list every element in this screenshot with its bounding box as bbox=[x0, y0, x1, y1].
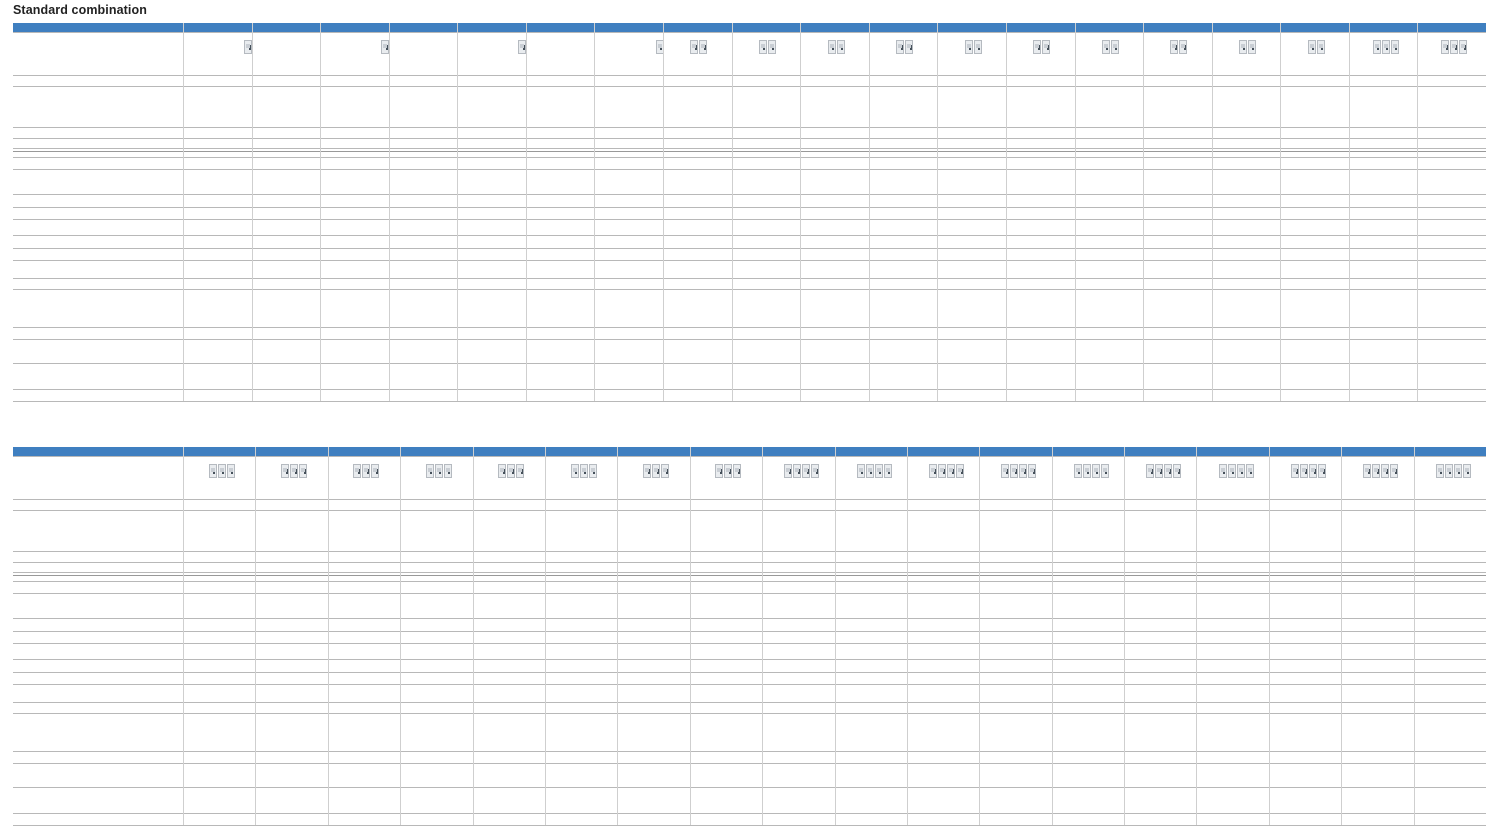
unit-module-icon bbox=[435, 464, 443, 478]
unit-module-icon bbox=[1445, 464, 1453, 478]
unit-module-icon bbox=[857, 464, 865, 478]
unit-module-icon bbox=[1219, 464, 1227, 478]
row-divider bbox=[13, 339, 1486, 340]
unit-module-icon bbox=[444, 464, 452, 478]
unit-module-icon bbox=[759, 40, 767, 54]
section-separator bbox=[13, 575, 1486, 576]
row-divider bbox=[13, 235, 1486, 236]
unit-module-icon bbox=[371, 464, 379, 478]
column-divider bbox=[762, 447, 763, 825]
row-divider bbox=[13, 684, 1486, 685]
row-divider bbox=[13, 672, 1486, 673]
outdoor-unit-image bbox=[857, 464, 892, 478]
unit-module-icon bbox=[965, 40, 973, 54]
row-divider bbox=[13, 32, 1486, 33]
unit-module-icon bbox=[875, 464, 883, 478]
unit-module-icon bbox=[1248, 40, 1256, 54]
column-divider bbox=[473, 447, 474, 825]
column-divider bbox=[328, 447, 329, 825]
unit-module-icon bbox=[643, 464, 651, 478]
column-divider bbox=[1414, 447, 1415, 825]
unit-module-icon bbox=[1170, 40, 1178, 54]
unit-module-icon bbox=[661, 464, 669, 478]
column-divider bbox=[732, 23, 733, 401]
unit-module-icon bbox=[1237, 464, 1245, 478]
column-divider bbox=[255, 447, 256, 825]
outdoor-unit-image bbox=[1102, 40, 1119, 54]
column-divider bbox=[526, 23, 527, 401]
unit-module-icon bbox=[811, 464, 819, 478]
unit-module-icon bbox=[589, 464, 597, 478]
column-divider bbox=[800, 23, 801, 401]
column-divider bbox=[617, 447, 618, 825]
unit-module-icon bbox=[1164, 464, 1172, 478]
unit-module-icon bbox=[516, 464, 524, 478]
unit-module-icon bbox=[299, 464, 307, 478]
row-divider bbox=[13, 248, 1486, 249]
row-divider bbox=[13, 157, 1486, 158]
column-divider bbox=[907, 447, 908, 825]
outdoor-unit-image bbox=[426, 464, 452, 478]
unit-module-icon bbox=[715, 464, 723, 478]
row-divider bbox=[13, 260, 1486, 261]
row-divider bbox=[13, 278, 1486, 279]
column-divider bbox=[457, 23, 458, 401]
row-divider bbox=[13, 813, 1486, 814]
row-divider bbox=[13, 659, 1486, 660]
unit-module-icon bbox=[1391, 40, 1399, 54]
outdoor-unit-image bbox=[1373, 40, 1399, 54]
outdoor-unit-image bbox=[828, 40, 845, 54]
outdoor-unit-image bbox=[929, 464, 964, 478]
unit-module-icon bbox=[1042, 40, 1050, 54]
column-divider bbox=[183, 23, 184, 401]
outdoor-unit-image bbox=[1001, 464, 1036, 478]
column-divider bbox=[1212, 23, 1213, 401]
row-divider bbox=[13, 499, 1486, 500]
unit-module-icon bbox=[802, 464, 810, 478]
unit-module-icon bbox=[571, 464, 579, 478]
unit-module-icon bbox=[905, 40, 913, 54]
row-divider bbox=[13, 327, 1486, 328]
section-separator bbox=[13, 151, 1486, 152]
unit-module-icon bbox=[1454, 464, 1462, 478]
unit-module-icon bbox=[227, 464, 235, 478]
unit-module-icon bbox=[896, 40, 904, 54]
unit-module-icon bbox=[209, 464, 217, 478]
unit-module-icon bbox=[1228, 464, 1236, 478]
row-divider bbox=[13, 363, 1486, 364]
column-divider bbox=[835, 447, 836, 825]
unit-module-icon bbox=[1459, 40, 1467, 54]
row-divider bbox=[13, 86, 1486, 87]
unit-module-icon bbox=[1083, 464, 1091, 478]
unit-module-icon bbox=[837, 40, 845, 54]
unit-module-icon bbox=[426, 464, 434, 478]
unit-module-icon bbox=[1309, 464, 1317, 478]
unit-module-icon bbox=[690, 40, 698, 54]
row-divider bbox=[13, 289, 1486, 290]
column-divider bbox=[1280, 23, 1281, 401]
unit-module-icon bbox=[866, 464, 874, 478]
unit-module-icon bbox=[1372, 464, 1380, 478]
unit-module-icon bbox=[1092, 464, 1100, 478]
outdoor-unit-image bbox=[965, 40, 982, 54]
column-divider bbox=[1196, 447, 1197, 825]
unit-module-icon bbox=[1318, 464, 1326, 478]
unit-module-icon bbox=[699, 40, 707, 54]
unit-module-icon bbox=[733, 464, 741, 478]
unit-module-icon bbox=[1382, 40, 1390, 54]
unit-module-icon bbox=[1441, 40, 1449, 54]
page-title: Standard combination bbox=[13, 3, 147, 17]
outdoor-unit-image bbox=[498, 464, 524, 478]
outdoor-unit-image bbox=[1308, 40, 1325, 54]
column-divider bbox=[389, 23, 390, 401]
rating-capacity-header bbox=[13, 447, 1486, 456]
column-divider bbox=[937, 23, 938, 401]
row-divider bbox=[13, 713, 1486, 714]
column-divider bbox=[183, 447, 184, 825]
row-divider bbox=[13, 551, 1486, 552]
unit-module-icon bbox=[1028, 464, 1036, 478]
row-divider bbox=[13, 207, 1486, 208]
unit-module-icon bbox=[1102, 40, 1110, 54]
outdoor-unit-image bbox=[1219, 464, 1254, 478]
product-image-row bbox=[13, 456, 1486, 498]
outdoor-unit-image bbox=[643, 464, 669, 478]
column-divider bbox=[1341, 447, 1342, 825]
unit-module-icon bbox=[1146, 464, 1154, 478]
rating-capacity-header bbox=[13, 23, 1486, 32]
column-divider bbox=[545, 447, 546, 825]
unit-module-icon bbox=[1001, 464, 1009, 478]
outdoor-unit-image bbox=[1146, 464, 1181, 478]
outdoor-unit-image bbox=[281, 464, 307, 478]
row-divider bbox=[13, 643, 1486, 644]
spec-table-block-2 bbox=[13, 447, 1486, 827]
column-divider bbox=[869, 23, 870, 401]
row-divider bbox=[13, 618, 1486, 619]
row-divider bbox=[13, 763, 1486, 764]
outdoor-unit-image bbox=[1170, 40, 1187, 54]
unit-module-icon bbox=[1155, 464, 1163, 478]
row-divider bbox=[13, 572, 1486, 573]
column-divider bbox=[1349, 23, 1350, 401]
row-divider bbox=[13, 593, 1486, 594]
outdoor-unit-image bbox=[353, 464, 379, 478]
row-divider bbox=[13, 702, 1486, 703]
row-divider bbox=[13, 75, 1486, 76]
outdoor-unit-image bbox=[1033, 40, 1050, 54]
unit-module-icon bbox=[947, 464, 955, 478]
unit-module-icon bbox=[507, 464, 515, 478]
outdoor-unit-image bbox=[1291, 464, 1326, 478]
unit-module-icon bbox=[828, 40, 836, 54]
unit-module-icon bbox=[498, 464, 506, 478]
unit-module-icon bbox=[1101, 464, 1109, 478]
unit-module-icon bbox=[884, 464, 892, 478]
row-divider bbox=[13, 581, 1486, 582]
row-divider bbox=[13, 631, 1486, 632]
outdoor-unit-image bbox=[715, 464, 741, 478]
unit-module-icon bbox=[974, 40, 982, 54]
row-divider bbox=[13, 825, 1486, 826]
column-divider bbox=[1269, 447, 1270, 825]
column-divider bbox=[979, 447, 980, 825]
row-divider bbox=[13, 389, 1486, 390]
unit-module-icon bbox=[1074, 464, 1082, 478]
spec-table-block-1 bbox=[13, 23, 1486, 403]
unit-module-icon bbox=[1390, 464, 1398, 478]
row-divider bbox=[13, 562, 1486, 563]
unit-module-icon bbox=[362, 464, 370, 478]
unit-module-icon bbox=[1308, 40, 1316, 54]
column-divider bbox=[252, 23, 253, 401]
unit-module-icon bbox=[956, 464, 964, 478]
unit-module-icon bbox=[1246, 464, 1254, 478]
unit-module-icon bbox=[1436, 464, 1444, 478]
unit-module-icon bbox=[1381, 464, 1389, 478]
unit-module-icon bbox=[938, 464, 946, 478]
unit-module-icon bbox=[1179, 40, 1187, 54]
unit-module-icon bbox=[1300, 464, 1308, 478]
outdoor-unit-image bbox=[1074, 464, 1109, 478]
column-divider bbox=[594, 23, 595, 401]
outdoor-unit-image bbox=[759, 40, 776, 54]
unit-module-icon bbox=[1111, 40, 1119, 54]
outdoor-unit-image bbox=[1441, 40, 1467, 54]
unit-module-icon bbox=[1317, 40, 1325, 54]
outdoor-unit-image bbox=[1363, 464, 1398, 478]
column-divider bbox=[690, 447, 691, 825]
unit-module-icon bbox=[580, 464, 588, 478]
unit-module-icon bbox=[1173, 464, 1181, 478]
row-divider bbox=[13, 510, 1486, 511]
unit-module-icon bbox=[1363, 464, 1371, 478]
unit-module-icon bbox=[1450, 40, 1458, 54]
row-divider bbox=[13, 751, 1486, 752]
row-divider bbox=[13, 138, 1486, 139]
column-divider bbox=[1143, 23, 1144, 401]
unit-module-icon bbox=[1291, 464, 1299, 478]
column-divider bbox=[320, 23, 321, 401]
column-divider bbox=[1052, 447, 1053, 825]
row-divider bbox=[13, 456, 1486, 457]
row-divider bbox=[13, 148, 1486, 149]
outdoor-unit-image bbox=[571, 464, 597, 478]
row-divider bbox=[13, 219, 1486, 220]
row-divider bbox=[13, 401, 1486, 402]
product-image-row bbox=[13, 32, 1486, 74]
unit-module-icon bbox=[353, 464, 361, 478]
outdoor-unit-image bbox=[690, 40, 707, 54]
unit-module-icon bbox=[281, 464, 289, 478]
outdoor-unit-image bbox=[209, 464, 235, 478]
unit-module-icon bbox=[793, 464, 801, 478]
column-divider bbox=[400, 447, 401, 825]
row-divider bbox=[13, 787, 1486, 788]
unit-module-icon bbox=[1033, 40, 1041, 54]
column-divider bbox=[1075, 23, 1076, 401]
outdoor-unit-image bbox=[896, 40, 913, 54]
unit-module-icon bbox=[784, 464, 792, 478]
unit-module-icon bbox=[652, 464, 660, 478]
unit-module-icon bbox=[724, 464, 732, 478]
row-divider bbox=[13, 127, 1486, 128]
column-divider bbox=[1417, 23, 1418, 401]
unit-module-icon bbox=[290, 464, 298, 478]
unit-module-icon bbox=[1239, 40, 1247, 54]
unit-module-icon bbox=[929, 464, 937, 478]
row-divider bbox=[13, 169, 1486, 170]
unit-module-icon bbox=[1019, 464, 1027, 478]
unit-module-icon bbox=[768, 40, 776, 54]
unit-module-icon bbox=[1463, 464, 1471, 478]
unit-module-icon bbox=[218, 464, 226, 478]
column-divider bbox=[1006, 23, 1007, 401]
outdoor-unit-image bbox=[1436, 464, 1471, 478]
outdoor-unit-image bbox=[784, 464, 819, 478]
unit-module-icon bbox=[1373, 40, 1381, 54]
unit-module-icon bbox=[1010, 464, 1018, 478]
outdoor-unit-image bbox=[1239, 40, 1256, 54]
column-divider bbox=[1124, 447, 1125, 825]
row-divider bbox=[13, 194, 1486, 195]
column-divider bbox=[663, 23, 664, 401]
